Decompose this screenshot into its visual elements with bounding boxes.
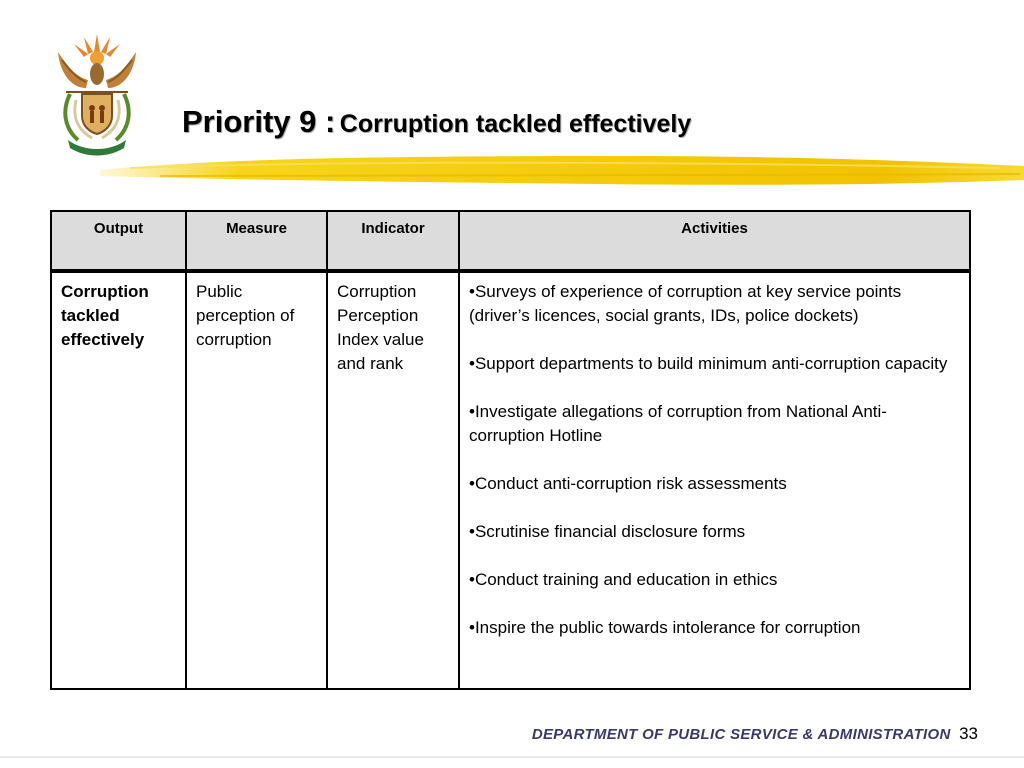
header-measure: Measure: [186, 211, 327, 271]
department-name: DEPARTMENT OF PUBLIC SERVICE & ADMINISTRATION: [531, 726, 951, 743]
page-number: 33: [959, 724, 978, 743]
activity-item: •Scrutinise financial disclosure forms: [469, 522, 746, 541]
output-cell: Corruption tackled effectively: [51, 271, 186, 689]
activity-item: •Conduct anti-corruption risk assessments: [469, 474, 787, 493]
page-title: [182, 104, 691, 140]
coat-of-arms-logo: [48, 30, 146, 156]
activity-item: •Inspire the public towards intolerance for corruption: [469, 618, 861, 637]
priority-table: [50, 210, 971, 690]
header-indicator: Indicator: [327, 211, 459, 271]
header-output: Output: [51, 211, 186, 271]
activity-item: •Conduct training and education in ethics: [469, 570, 778, 589]
activity-item: •Surveys of experience of corruption at key service points (driver’s licences, social grants, IDs, police dockets): [469, 282, 902, 325]
bottom-divider: [0, 756, 1024, 758]
measure-cell: Public perception of corruption: [186, 271, 327, 689]
table-header-row: [51, 211, 970, 271]
highlighter-stroke: [100, 150, 1024, 190]
title-main: Priority 9 :: [182, 104, 336, 139]
footer: [532, 724, 978, 744]
indicator-cell: Corruption Perception Index value and rank: [327, 271, 459, 689]
activity-item: •Investigate allegations of corruption from National Anti-corruption Hotline: [469, 402, 887, 445]
activities-cell: [459, 271, 970, 689]
activities-list: [469, 280, 960, 640]
title-subtitle: Corruption tackled effectively: [339, 110, 692, 138]
activity-item: •Support departments to build minimum anti-corruption capacity: [469, 354, 948, 373]
table-row: [51, 271, 970, 689]
header-activities: Activities: [459, 211, 970, 271]
